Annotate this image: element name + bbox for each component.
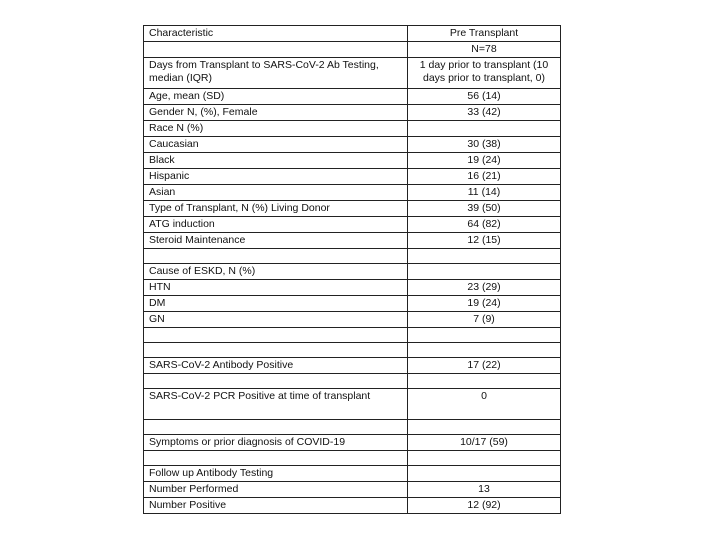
table-row <box>144 249 561 264</box>
pre-transplant-cell: 13 <box>408 482 561 498</box>
table-row <box>144 466 561 482</box>
characteristic-cell: Gender N, (%), Female <box>144 105 408 121</box>
table-row <box>144 482 561 498</box>
pre-transplant-cell <box>408 420 561 435</box>
characteristic-cell: SARS-CoV-2 Antibody Positive <box>144 358 408 374</box>
table-row <box>144 498 561 514</box>
pre-transplant-cell: 12 (92) <box>408 498 561 514</box>
characteristic-cell: Steroid Maintenance <box>144 233 408 249</box>
characteristic-cell <box>144 328 408 343</box>
pre-transplant-cell: 1 day prior to transplant (10 days prior to transplant, 0) <box>408 58 561 89</box>
table-row <box>144 312 561 328</box>
characteristic-cell <box>144 42 408 58</box>
table-row <box>144 358 561 374</box>
pre-transplant-cell: 64 (82) <box>408 217 561 233</box>
characteristic-cell: GN <box>144 312 408 328</box>
characteristic-cell: Asian <box>144 185 408 201</box>
table-row <box>144 389 561 420</box>
pre-transplant-cell: Pre Transplant <box>408 26 561 42</box>
pre-transplant-cell: 23 (29) <box>408 280 561 296</box>
characteristic-cell <box>144 249 408 264</box>
characteristic-cell: Black <box>144 153 408 169</box>
table-row <box>144 58 561 89</box>
pre-transplant-cell: 30 (38) <box>408 137 561 153</box>
table-row <box>144 137 561 153</box>
table-row <box>144 185 561 201</box>
pre-transplant-cell <box>408 451 561 466</box>
characteristic-cell: Race N (%) <box>144 121 408 137</box>
characteristic-cell: Symptoms or prior diagnosis of COVID-19 <box>144 435 408 451</box>
characteristic-cell: Days from Transplant to SARS-CoV-2 Ab Testing, median (IQR) <box>144 58 408 89</box>
table-row <box>144 374 561 389</box>
characteristic-cell: Follow up Antibody Testing <box>144 466 408 482</box>
table-row <box>144 280 561 296</box>
pre-transplant-cell: 19 (24) <box>408 296 561 312</box>
pre-transplant-cell: 0 <box>408 389 561 420</box>
table-row <box>144 264 561 280</box>
characteristic-cell: Hispanic <box>144 169 408 185</box>
table-row <box>144 89 561 105</box>
table-row <box>144 26 561 42</box>
characteristic-cell <box>144 343 408 358</box>
characteristic-cell: SARS-CoV-2 PCR Positive at time of transplant <box>144 389 408 420</box>
pre-transplant-cell <box>408 121 561 137</box>
pre-transplant-cell: 17 (22) <box>408 358 561 374</box>
pre-transplant-cell: 19 (24) <box>408 153 561 169</box>
characteristic-cell: Number Performed <box>144 482 408 498</box>
characteristic-cell: Number Positive <box>144 498 408 514</box>
table-row <box>144 296 561 312</box>
table-row <box>144 153 561 169</box>
table-body <box>144 26 561 514</box>
table-row <box>144 201 561 217</box>
pre-transplant-cell <box>408 466 561 482</box>
pre-transplant-cell <box>408 249 561 264</box>
table-row <box>144 169 561 185</box>
pre-transplant-cell: 56 (14) <box>408 89 561 105</box>
table-row <box>144 121 561 137</box>
table-row <box>144 435 561 451</box>
characteristic-cell: Type of Transplant, N (%) Living Donor <box>144 201 408 217</box>
pre-transplant-cell: 33 (42) <box>408 105 561 121</box>
characteristic-cell: ATG induction <box>144 217 408 233</box>
pre-transplant-cell <box>408 343 561 358</box>
characteristic-cell <box>144 374 408 389</box>
characteristic-cell: DM <box>144 296 408 312</box>
pre-transplant-cell: 16 (21) <box>408 169 561 185</box>
table-row <box>144 420 561 435</box>
pre-transplant-cell: N=78 <box>408 42 561 58</box>
characteristic-cell: Age, mean (SD) <box>144 89 408 105</box>
characteristic-cell: Characteristic <box>144 26 408 42</box>
characteristic-cell <box>144 451 408 466</box>
pre-transplant-cell: 10/17 (59) <box>408 435 561 451</box>
table-row <box>144 233 561 249</box>
table-row <box>144 343 561 358</box>
characteristic-cell <box>144 420 408 435</box>
characteristics-table <box>143 25 561 514</box>
pre-transplant-cell: 12 (15) <box>408 233 561 249</box>
characteristic-cell: Caucasian <box>144 137 408 153</box>
pre-transplant-cell: 7 (9) <box>408 312 561 328</box>
table-row <box>144 105 561 121</box>
table-row <box>144 42 561 58</box>
pre-transplant-cell <box>408 264 561 280</box>
table-row <box>144 328 561 343</box>
characteristic-cell: HTN <box>144 280 408 296</box>
pre-transplant-cell <box>408 374 561 389</box>
pre-transplant-cell: 11 (14) <box>408 185 561 201</box>
table-row <box>144 451 561 466</box>
pre-transplant-cell: 39 (50) <box>408 201 561 217</box>
table-row <box>144 217 561 233</box>
characteristic-cell: Cause of ESKD, N (%) <box>144 264 408 280</box>
pre-transplant-cell <box>408 328 561 343</box>
